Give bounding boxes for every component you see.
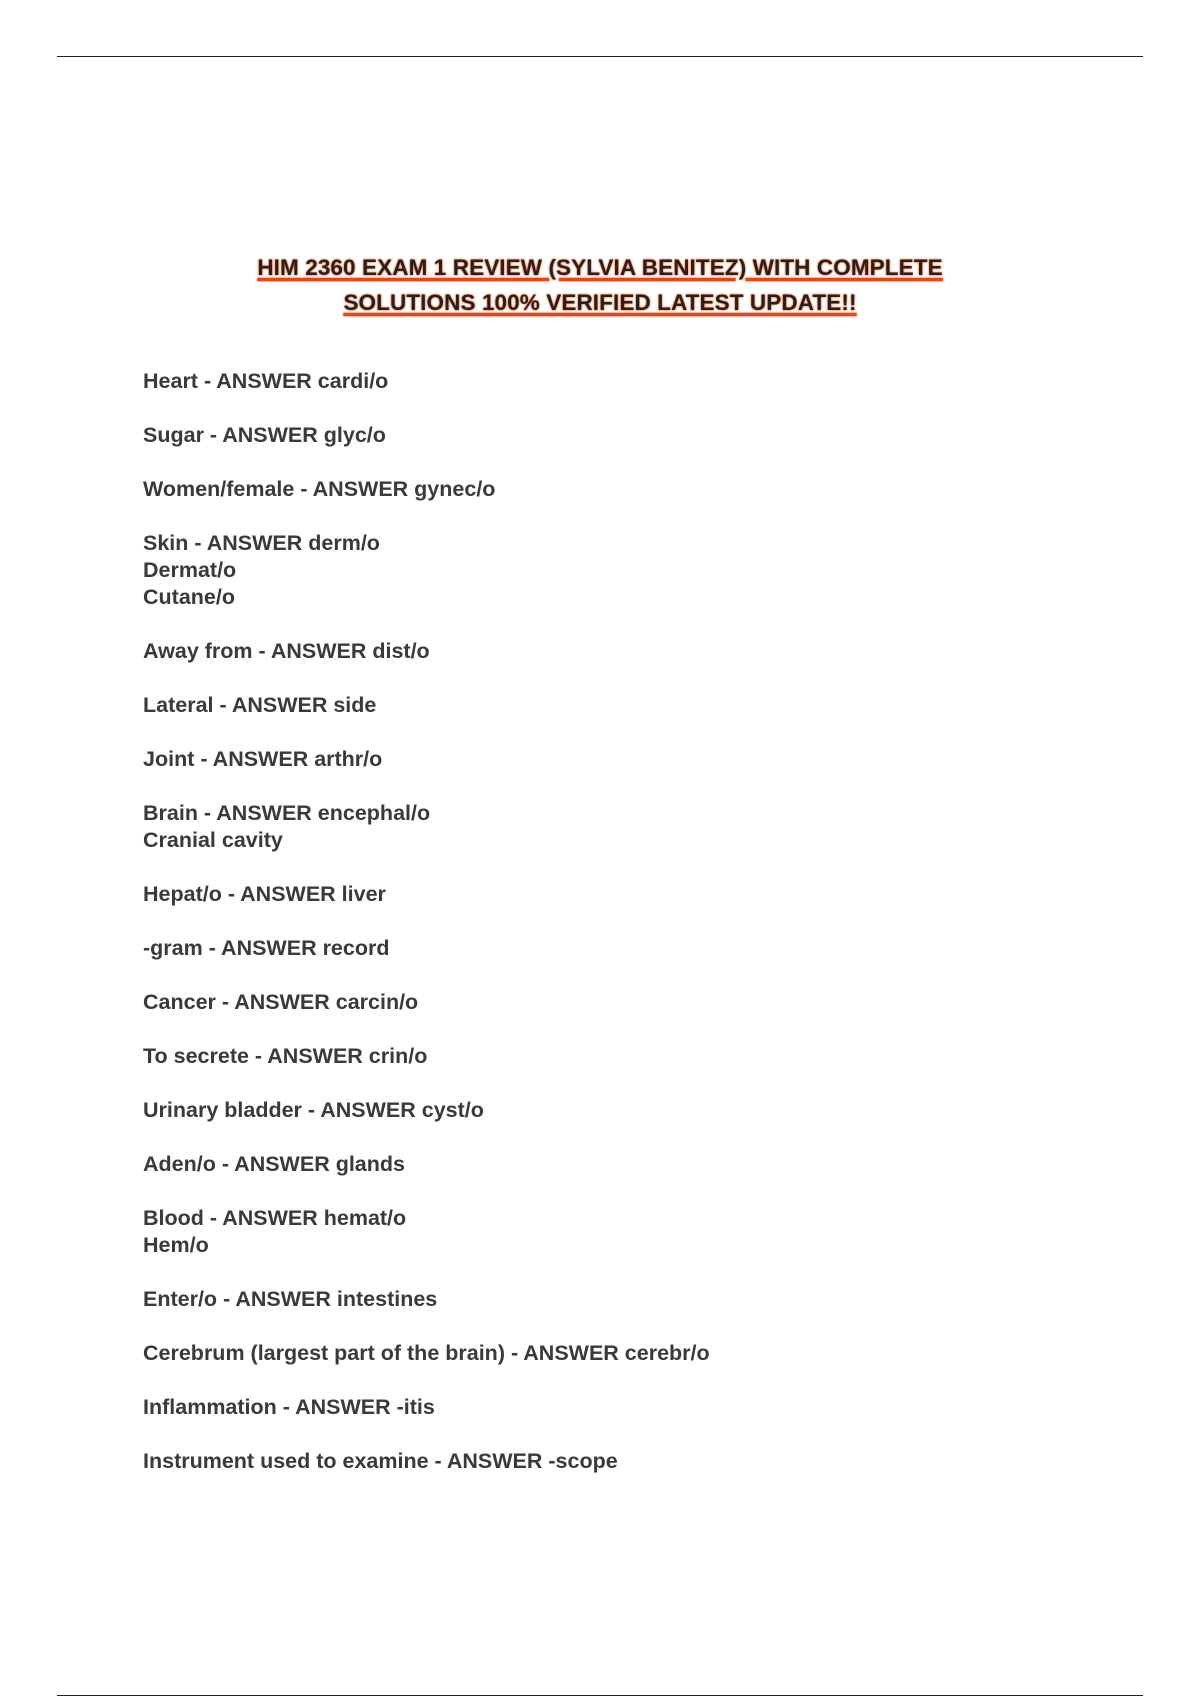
entry-line: Blood - ANSWER hemat/o <box>143 1206 407 1230</box>
term-entry <box>143 368 1143 395</box>
term-entry <box>143 1286 1143 1313</box>
term-entry <box>143 1043 1143 1070</box>
entry-line: Dermat/o <box>143 558 237 582</box>
entry-line: Enter/o - ANSWER intestines <box>143 1287 438 1311</box>
document-title-line-1: HIM 2360 EXAM 1 REVIEW (SYLVIA BENITEZ) WITH COMPLETE <box>257 255 943 280</box>
footer-rule <box>57 1695 1143 1696</box>
term-entry <box>143 881 1143 908</box>
term-entry <box>143 1448 1143 1475</box>
document-title-line-2: SOLUTIONS 100% VERIFIED LATEST UPDATE!! <box>343 290 857 315</box>
term-entry <box>143 935 1143 962</box>
entry-line: Instrument used to examine - ANSWER -scope <box>143 1449 618 1473</box>
entry-line: Cranial cavity <box>143 828 283 852</box>
entry-line: Inflammation - ANSWER -itis <box>143 1395 435 1419</box>
term-entry <box>143 989 1143 1016</box>
term-entry <box>143 746 1143 773</box>
term-entry <box>143 476 1143 503</box>
term-entry <box>143 638 1143 665</box>
entry-line: Hepat/o - ANSWER liver <box>143 882 386 906</box>
entry-line: Heart - ANSWER cardi/o <box>143 369 389 393</box>
term-entry <box>143 1097 1143 1124</box>
document-title <box>0 250 1200 320</box>
term-entry <box>143 1394 1143 1421</box>
entry-line: Away from - ANSWER dist/o <box>143 639 430 663</box>
entry-line: Women/female - ANSWER gynec/o <box>143 477 496 501</box>
term-entry <box>143 692 1143 719</box>
entry-line: Aden/o - ANSWER glands <box>143 1152 405 1176</box>
entry-line: Cerebrum (largest part of the brain) - ANSWER cerebr/o <box>143 1341 710 1365</box>
entry-line: To secrete - ANSWER crin/o <box>143 1044 428 1068</box>
entry-line: Skin - ANSWER derm/o <box>143 531 380 555</box>
entry-line: Sugar - ANSWER glyc/o <box>143 423 386 447</box>
header-rule <box>57 56 1143 57</box>
entry-line: Hem/o <box>143 1233 209 1257</box>
term-entry <box>143 530 1143 611</box>
entry-line: Brain - ANSWER encephal/o <box>143 801 431 825</box>
entry-line: Urinary bladder - ANSWER cyst/o <box>143 1098 484 1122</box>
entry-line: Lateral - ANSWER side <box>143 693 377 717</box>
term-entry <box>143 1151 1143 1178</box>
entry-line: Joint - ANSWER arthr/o <box>143 747 383 771</box>
entry-line: Cancer - ANSWER carcin/o <box>143 990 419 1014</box>
term-entry <box>143 800 1143 854</box>
term-entry <box>143 1205 1143 1259</box>
term-answer-list <box>143 368 1143 1502</box>
term-entry <box>143 422 1143 449</box>
term-entry <box>143 1340 1143 1367</box>
entry-line: -gram - ANSWER record <box>143 936 390 960</box>
entry-line: Cutane/o <box>143 585 235 609</box>
